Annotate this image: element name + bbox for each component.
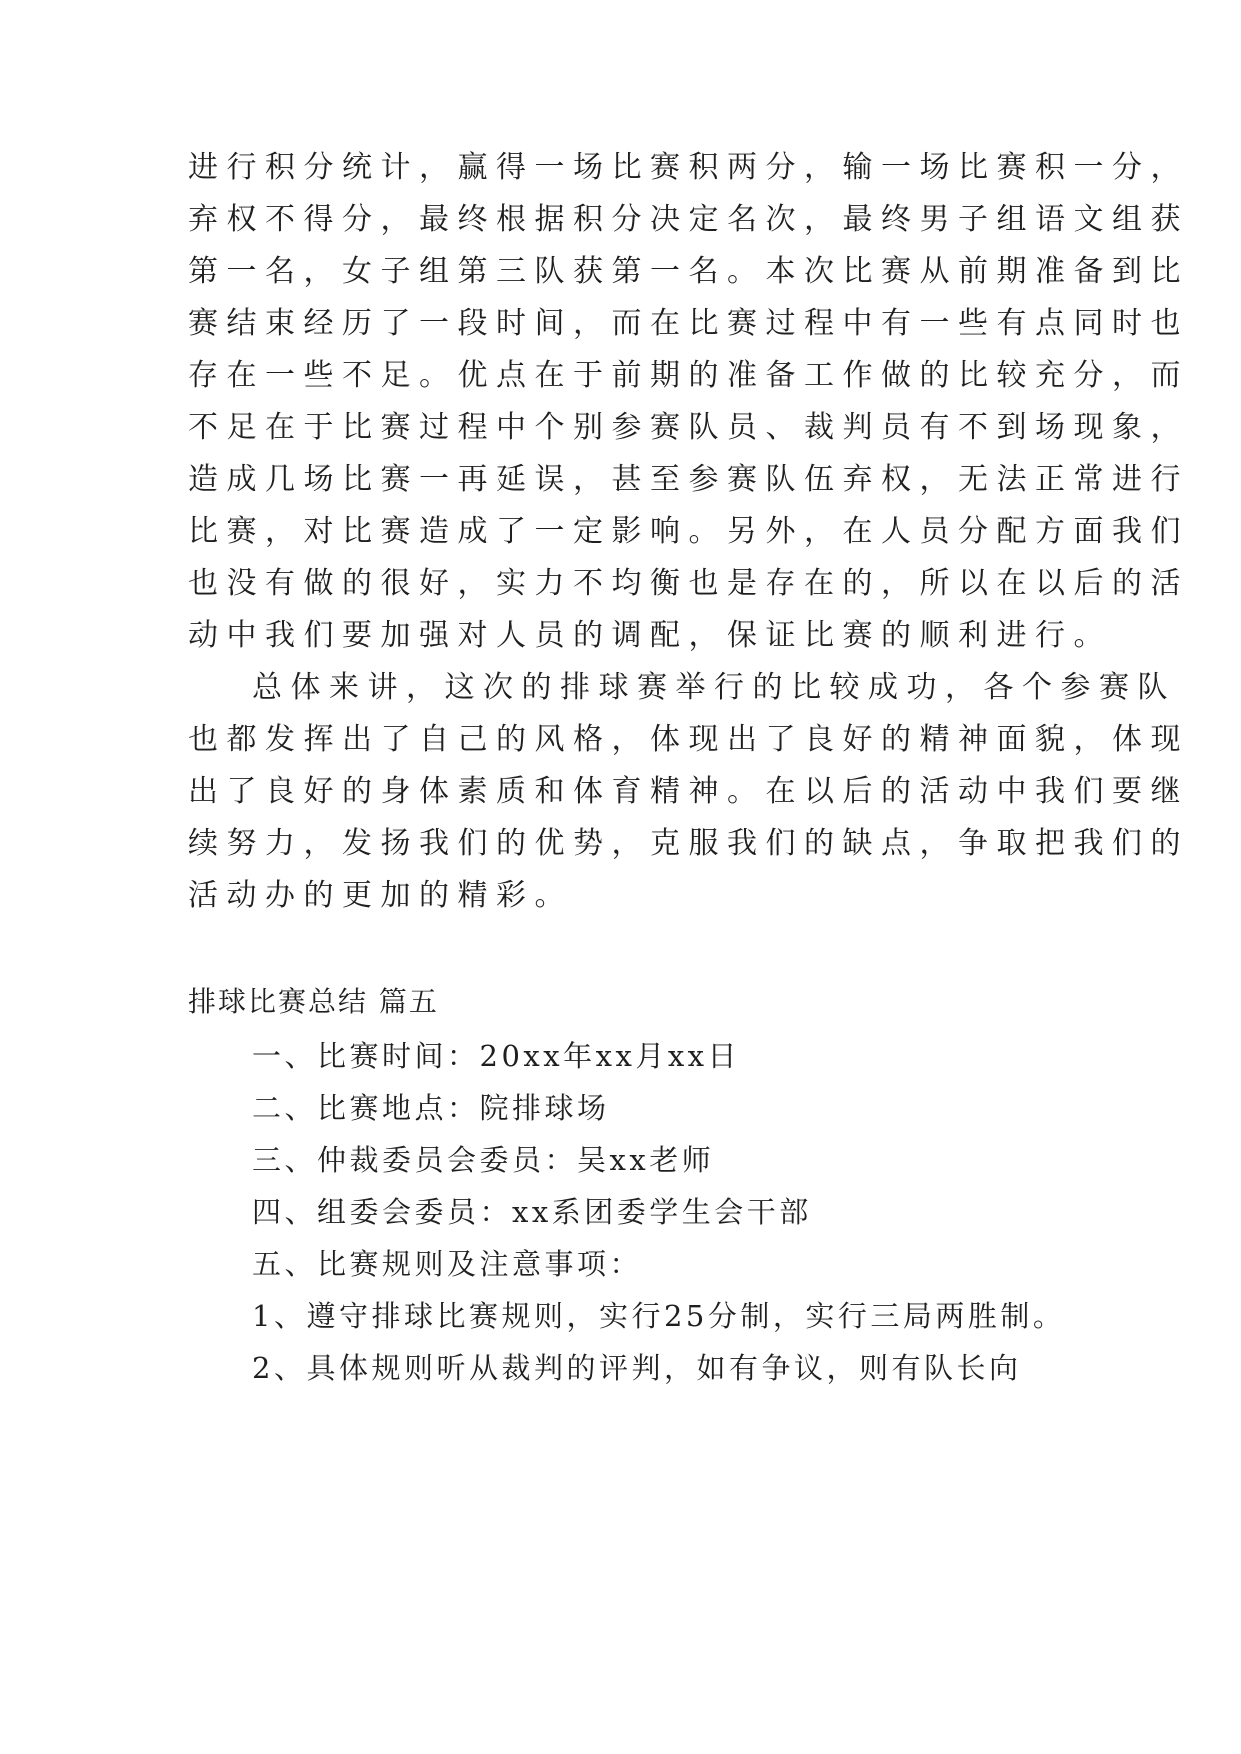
paragraph-line: 总体来讲，这次的排球赛举行的比较成功，各个参赛队 bbox=[252, 670, 1176, 705]
list-item: 1、遵守排球比赛规则，实行25分制，实行三局两胜制。 bbox=[252, 1299, 1066, 1333]
paragraph-line: 第一名，女子组第三队获第一名。本次比赛从前期准备到比 bbox=[188, 254, 1189, 289]
paragraph-line: 动中我们要加强对人员的调配，保证比赛的顺利进行。 bbox=[188, 618, 1112, 653]
list-item: 2、具体规则听从裁判的评判，如有争议，则有队长向 bbox=[252, 1351, 1022, 1385]
paragraph-line: 进行积分统计，赢得一场比赛积两分，输一场比赛积一分， bbox=[188, 150, 1189, 185]
paragraph-line: 弃权不得分，最终根据积分决定名次，最终男子组语文组获 bbox=[188, 202, 1189, 237]
paragraph-line: 存在一些不足。优点在于前期的准备工作做的比较充分，而 bbox=[188, 358, 1189, 393]
paragraph-line: 不足在于比赛过程中个别参赛队员、裁判员有不到场现象， bbox=[188, 410, 1189, 445]
list-item: 三、仲裁委员会委员：吴xx老师 bbox=[252, 1143, 715, 1177]
paragraph-line: 续努力，发扬我们的优势，克服我们的缺点，争取把我们的 bbox=[188, 826, 1189, 861]
paragraph-line: 出了良好的身体素质和体育精神。在以后的活动中我们要继 bbox=[188, 774, 1189, 809]
list-item: 五、比赛规则及注意事项： bbox=[252, 1247, 643, 1281]
list-item: 四、组委会委员：xx系团委学生会干部 bbox=[252, 1195, 812, 1229]
list-item: 二、比赛地点：院排球场 bbox=[252, 1091, 610, 1125]
paragraph-line: 活动办的更加的精彩。 bbox=[188, 878, 573, 913]
section-heading: 排球比赛总结 篇五 bbox=[188, 985, 439, 1018]
paragraph-line: 比赛，对比赛造成了一定影响。另外，在人员分配方面我们 bbox=[188, 514, 1189, 549]
paragraph-line: 造成几场比赛一再延误，甚至参赛队伍弃权，无法正常进行 bbox=[188, 462, 1189, 497]
paragraph-line: 也都发挥出了自己的风格，体现出了良好的精神面貌，体现 bbox=[188, 722, 1189, 757]
paragraph-line: 赛结束经历了一段时间，而在比赛过程中有一些有点同时也 bbox=[188, 306, 1189, 341]
paragraph-line: 也没有做的很好，实力不均衡也是存在的，所以在以后的活 bbox=[188, 566, 1189, 601]
list-item: 一、比赛时间：20xx年xx月xx日 bbox=[252, 1039, 741, 1073]
